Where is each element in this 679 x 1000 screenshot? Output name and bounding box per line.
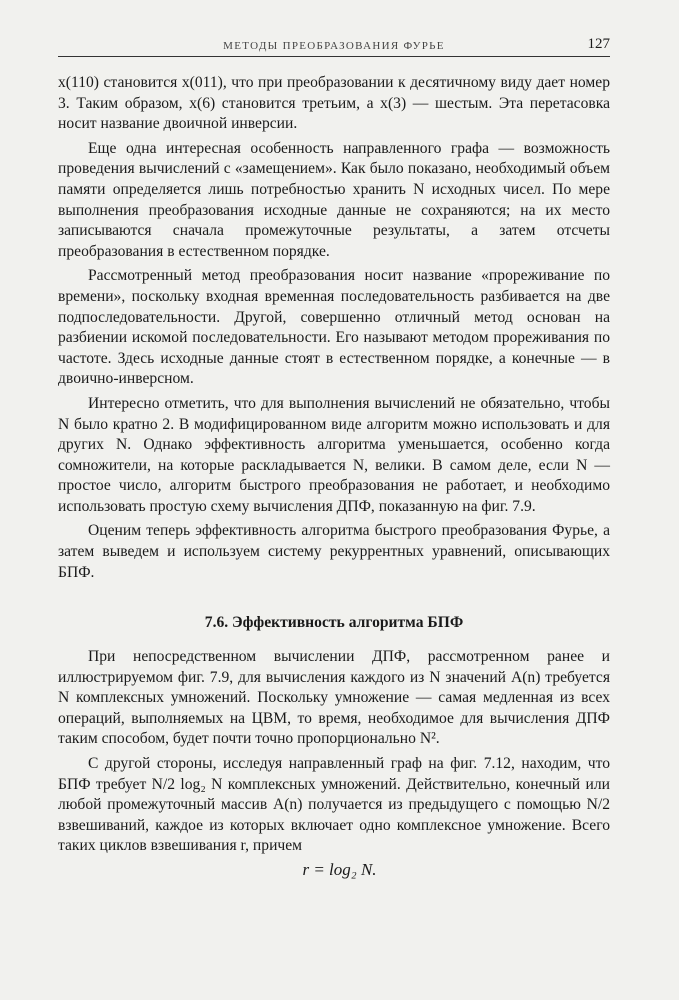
section-body-text [58, 647, 610, 857]
section-heading: 7.6. Эффективность алгоритма БПФ [204, 614, 464, 631]
paragraph-in-place: Еще одна интересная особенность направленного графа — возможность проведения вычислений с «замещением». Как было показано, необходимый объем памяти определяется лишь потребностью хранить N исходных чисел. По мере выполнения преобразования исходные данные не сохраняются; на их место записываются сначала промежуточные результаты, а затем отсчеты преобразования в естественном порядке. [58, 139, 610, 260]
formula: r = log₂ N. [302, 860, 377, 879]
page-header [58, 34, 610, 57]
paragraph-decimation: Рассмотренный метод преобразования носит название «прореживание по времени», поскольку входная временная последовательность разбивается на две подпоследовательности. Другой, совершенно отличный метод основан на разбиении искомой последовательности. Его называют методом прореживания по частоте. Здесь исходные данные стоят в естественном порядке, а конечные — в двоично-инверсном. [58, 267, 610, 388]
body-text [58, 73, 610, 583]
paragraph-direct-dft: При непосредственном вычислении ДПФ, рассмотренном ранее и иллюстрируемом фиг. 7.9, для вычисления каждого из N значений A(n) требуется N комплексных умножений. Поскольку умножение — самая медленная из всех операций, выполняемых на ЦВМ, то время, необходимое для вычисления ДПФ таким способом, будет почти точно пропорционально N². [58, 648, 610, 748]
paragraph-fft-multiplications: С другой стороны, исследуя направленный граф на фиг. 7.12, находим, что БПФ требует N/2 log₂ N комплексных умножений. Действительно, конечный или любой промежуточный массив A(n) получается из предыдущего с помощью N/2 взвешиваний, каждое из которых включает одно комплексное умножение. Всего таких циклов взвешивания r, причем [58, 754, 610, 855]
paragraph-inversion: x(110) становится x(011), что при преобразовании к десятичному виду дает номер 3. Таким образом, x(6) становится третьим, а x(3) — шестым. Эта перетасовка носит название двоичной инверсии. [58, 74, 610, 133]
paragraph-non-power-of-two: Интересно отметить, что для выполнения вычислений не обязательно, чтобы N было кратно 2. В модифицированном виде алгоритм можно использовать и для других N. Однако эффективность алгоритма уменьшается, особенно когда сомножители, на которые раскладывается N, велики. В самом деле, если N — простое число, алгоритм быстрого преобразования не работает, и необходимо использовать простую схему вычисления ДПФ, показанную на фиг. 7.9. [58, 394, 610, 515]
running-head: МЕТОДЫ ПРЕОБРАЗОВАНИЯ ФУРЬЕ [223, 40, 445, 52]
page-number: 127 [587, 36, 610, 52]
paragraph-efficiency-intro: Оценим теперь эффективность алгоритма быстрого преобразования Фурье, а затем выведем и используем систему рекуррентных уравнений, описывающих БПФ. [58, 522, 610, 581]
